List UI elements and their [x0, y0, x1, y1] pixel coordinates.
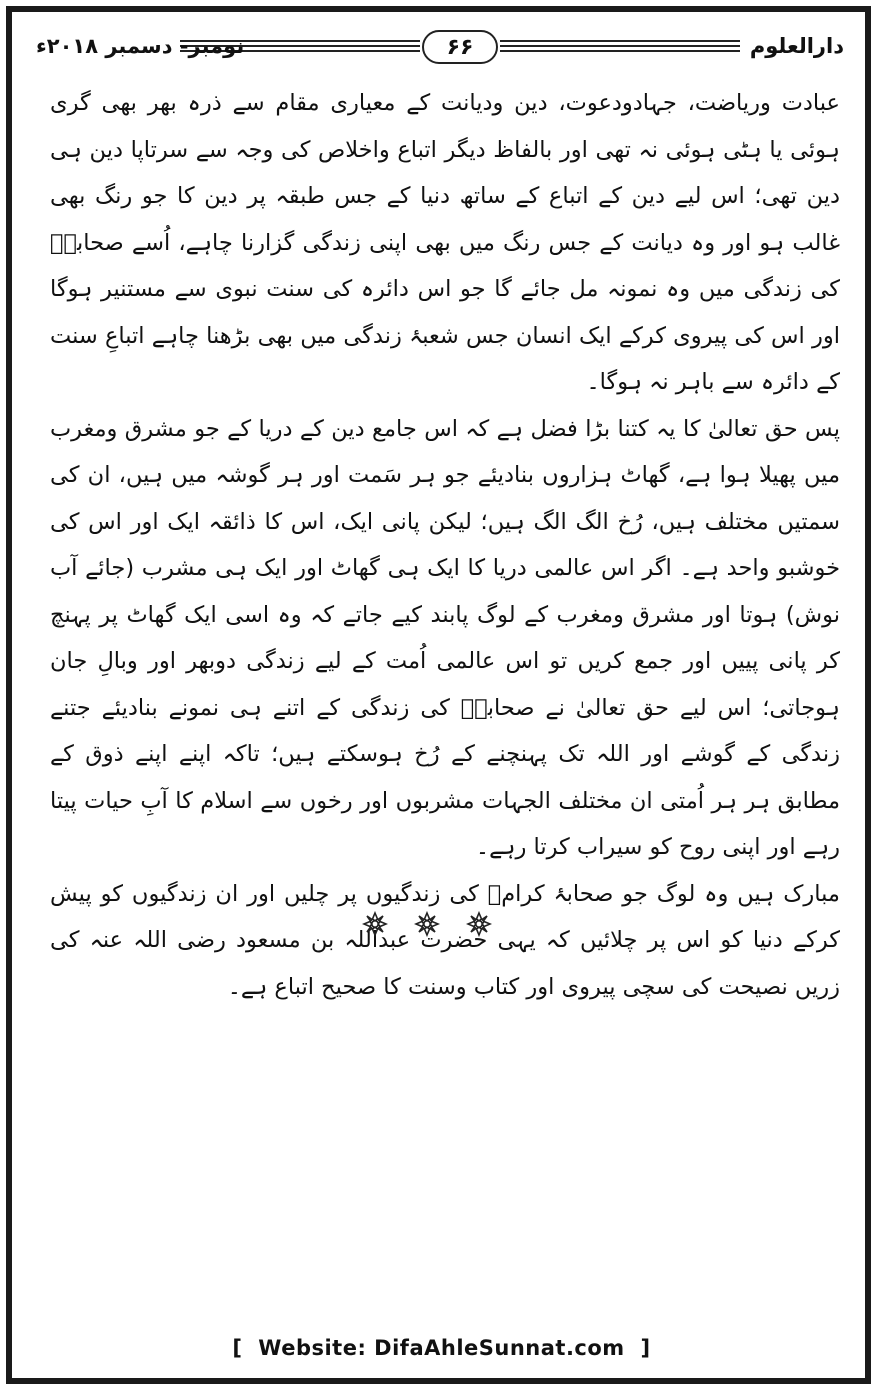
- paragraph-1: عبادت وریاضت، جہادودعوت، دین ودیانت کے معیاری مقام سے ذرہ بھر بھی گری ہوئی یا ہٹی ہوئی نہ تھی اور بالفاظ دیگر اتباع واخلاص کی وجہ سے سرتاپا دین ہی دین تھی؛ اس لیے دین کے اتباع کے ساتھ دنیا کے جس طبقہ پر دین کا جو رنگ بھی غالب ہو اور وہ دیانت کے جس رنگ میں بھی اپنی زندگی گزارنا چاہے، اُسے صحابہؓ کی زندگی میں وہ نمونہ مل جائے گا جو اس دائرہ کی سنت نبوی سے مستنیر ہوگا اور اس کی پیروی کرکے ایک انسان جس شعبۂ زندگی میں بھی بڑھنا چاہے اتباعِ سنت کے دائرہ سے باہر نہ ہوگا۔: [50, 90, 840, 395]
- footer-close-bracket: ]: [640, 1336, 651, 1360]
- section-end-ornaments: [0, 905, 883, 945]
- header-rule-right: [500, 40, 740, 52]
- flower-ornament-icon: [362, 911, 388, 937]
- journal-name: دارالعلوم: [749, 34, 844, 58]
- flower-ornament-icon: [414, 911, 440, 937]
- issue-date: نومبر- دسمبر ۲۰۱۸ء: [36, 34, 245, 58]
- running-header: [30, 30, 850, 66]
- paragraph-3: مبارک ہیں وہ لوگ جو صحابۂ کرامؓ کی زندگیوں پر چلیں اور ان زندگیوں کو پیش کرکے دنیا کو اس پر چلائیں کہ یہی حضرت عبداللہ بن مسعود رضی اللہ عنہ کی زریں نصیحت کی سچی پیروی اور کتاب وسنت کا صحیح اتباع ہے۔: [50, 880, 840, 1000]
- footer-open-bracket: [: [232, 1336, 243, 1360]
- flower-ornament-icon: [466, 911, 492, 937]
- page-number: ۶۶: [422, 30, 498, 64]
- article-body: [50, 80, 840, 1010]
- website-footer: [0, 1336, 883, 1360]
- website-link[interactable]: Website: DifaAhleSunnat.com: [258, 1336, 625, 1360]
- paragraph-2: پس حق تعالیٰ کا یہ کتنا بڑا فضل ہے کہ اس جامع دین کے دریا کے جو مشرق ومغرب میں پھیلا ہوا ہے، گھاٹ ہزاروں بنادیئے جو ہر سَمت اور ہر گوشہ میں ہیں، ان کی سمتیں مختلف ہیں، رُخ الگ الگ ہیں؛ لیکن پانی ایک، اس کا ذائقہ ایک اور اس کی خوشبو واحد ہے۔ اگر اس عالمی دریا کا ایک ہی گھاٹ اور ایک ہی مشرب (جائے آب نوش) ہوتا اور مشرق ومغرب کے لوگ پابند کیے جاتے کہ وہ اسی ایک گھاٹ پر پہنچ کر پانی پییں اور جمع کریں تو اس عالمی اُمت کے لیے زندگی دوبھر اور وبالِ جان ہوجاتی؛ اس لیے حق تعالیٰ نے صحابہؓ کی زندگی کے اتنے ہی نمونے بنادیئے جتنے زندگی کے گوشے اور اللہ تک پہنچنے کے رُخ ہوسکتے ہیں؛ تاکہ اپنے اپنے ذوق کے مطابق ہر ہر اُمتی ان مختلف الجہات مشربوں اور رخوں سے اسلام کا آبِ حیات پیتا رہے اور اپنی روح کو سیراب کرتا رہے۔: [50, 415, 840, 860]
